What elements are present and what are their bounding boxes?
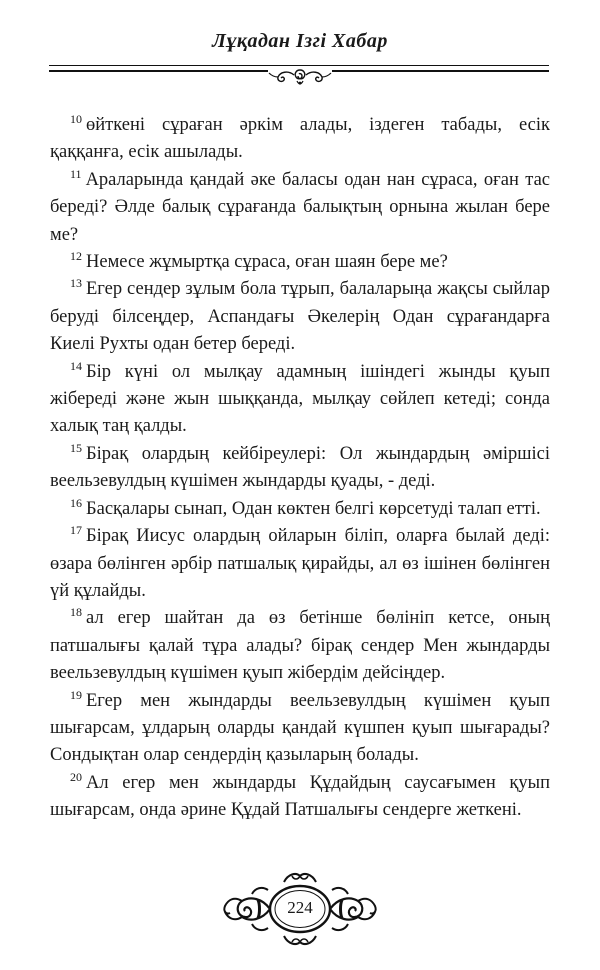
scroll-ornament-icon bbox=[268, 66, 332, 88]
verse-paragraph bbox=[50, 112, 550, 167]
verse-text: Бірақ Иисус олардың ойларын біліп, оларға былай деді: өзара бөлінген әрбір патшалық қирайды, ал өз ішінен бөлінген үй құлайды. bbox=[50, 526, 550, 601]
verse-paragraph bbox=[50, 276, 550, 358]
verse-number: 10 bbox=[70, 112, 82, 126]
verse-paragraph bbox=[50, 496, 550, 523]
verse-paragraph bbox=[50, 770, 550, 825]
verse-number: 19 bbox=[70, 687, 82, 702]
verse-text: Егер сендер зұлым бола тұрып, балаларыңа жақсы сыйлар беруді білсеңдер, Аспандағы Әкелерің Одан сұрағандарға Киелі Рухты одан бетер береді. bbox=[50, 279, 550, 355]
verse-number: 12 bbox=[70, 249, 82, 264]
verse-text: Немесе жұмыртқа сұраса, оған шаян бере ме? bbox=[86, 252, 448, 273]
verse-paragraph bbox=[50, 441, 550, 496]
verse-number: 13 bbox=[70, 276, 82, 291]
verse-text-block bbox=[50, 112, 550, 825]
verse-paragraph bbox=[50, 167, 550, 249]
running-header-title: Лұқадан Ізгі Хабар bbox=[212, 30, 388, 52]
verse-number: 11 bbox=[70, 166, 82, 181]
verse-number: 20 bbox=[70, 769, 82, 784]
verse-number: 14 bbox=[70, 358, 82, 373]
verse-number: 17 bbox=[70, 523, 82, 538]
verse-text: Егер мен жындарды веельзевулдың күшімен қуып шығарсам, ұлдарың оларды қандай күшпен қуып шығарады? Сондықтан олар сендердің қазыларың болады. bbox=[50, 690, 550, 766]
verse-paragraph bbox=[50, 359, 550, 441]
verse-text: Бір күні ол мылқау адамның ішіндегі жынды қуып жібереді және жын шыққанда, мылқау сөйлеп кетеді; сонда халық таң қалды. bbox=[50, 361, 550, 437]
verse-text: Ал егер мен жындарды Құдайдың саусағымен қуып шығарсам, онда әрине Құдай Патшалығы сендерге жеткені. bbox=[50, 772, 550, 821]
verse-paragraph bbox=[50, 523, 550, 605]
verse-paragraph bbox=[50, 605, 550, 687]
verse-text: өйткені сұраған әркім алады, іздеген табады, есік қаққанға, есік ашылады. bbox=[50, 115, 550, 163]
verse-text: Бірақ олардың кейбіреулері: Ол жындардың әміршісі веельзевулдың күшімен жындарды қуады, - деді. bbox=[50, 443, 550, 492]
page-number: 224 bbox=[287, 898, 313, 917]
verse-paragraph bbox=[50, 688, 550, 770]
verse-text: Басқалары сынап, Одан көктен белгі көрсетуді талап етті. bbox=[86, 498, 541, 519]
verse-number: 15 bbox=[70, 440, 82, 455]
verse-paragraph bbox=[50, 249, 550, 276]
verse-text: ал егер шайтан да өз бетінше бөлініп кетсе, оның патшалығы қалай тұра алады? бірақ сендер Мен жындарды веельзевулдың күшімен қуып жібердім дейсіңдер. bbox=[50, 608, 550, 684]
verse-number: 16 bbox=[70, 495, 82, 510]
verse-number: 18 bbox=[70, 605, 82, 620]
verse-text: Араларында қандай әке баласы одан нан сұраса, оған тас береді? Әлде балық сұрағанда балықтың орнына жылан бере ме? bbox=[50, 169, 550, 245]
